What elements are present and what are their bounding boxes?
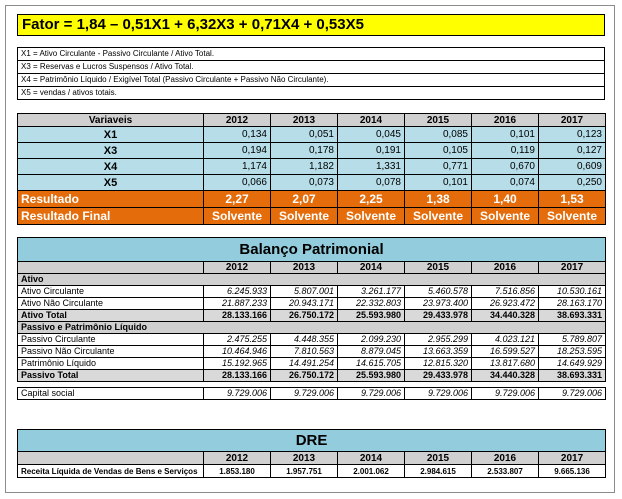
- passivo-total-row: [18, 370, 606, 382]
- row-label: Passivo Não Circulante: [18, 346, 204, 358]
- year-header: 2013: [271, 452, 338, 465]
- year-header: 2013: [271, 114, 338, 127]
- cell: 20.943.171: [271, 298, 338, 310]
- row-label: X1: [18, 127, 204, 143]
- cell: 28.163.170: [539, 298, 606, 310]
- year-header: 2012: [204, 452, 271, 465]
- ativo-section-header: Ativo: [18, 274, 606, 286]
- cell: 10.464.946: [204, 346, 271, 358]
- cell: 10.530.161: [539, 286, 606, 298]
- year-header: 2014: [338, 262, 405, 274]
- cell: 13.817.680: [472, 358, 539, 370]
- cell: 2.984.615: [405, 465, 472, 478]
- year-header: 2016: [472, 452, 539, 465]
- passivo-section-header: Passivo e Patrimônio Líquido: [18, 322, 606, 334]
- final-result-cell: Solvente: [204, 208, 271, 225]
- row-label: Ativo Total: [18, 310, 204, 322]
- cell: 29.433.978: [405, 310, 472, 322]
- table-row: [18, 298, 606, 310]
- cell: 0,101: [472, 127, 539, 143]
- balance-sheet-table: [17, 237, 606, 400]
- definition-x1: X1 = Ativo Circulante - Passivo Circulante / Ativo Total.: [18, 48, 605, 61]
- variables-header: Variaveis: [18, 114, 204, 127]
- year-header: 2016: [472, 262, 539, 274]
- cell: 1,182: [271, 159, 338, 175]
- cell: 38.693.331: [539, 310, 606, 322]
- cell: 26.750.172: [271, 370, 338, 382]
- cell: 0,119: [472, 143, 539, 159]
- cell: 5.807.001: [271, 286, 338, 298]
- cell: 14.649.929: [539, 358, 606, 370]
- table-row: [18, 159, 606, 175]
- cell: 0,127: [539, 143, 606, 159]
- formula-banner: Fator = 1,84 – 0,51X1 + 6,32X3 + 0,71X4 + 0,53X5: [17, 14, 605, 36]
- balance-title: Balanço Patrimonial: [18, 238, 606, 262]
- cell: 13.663.359: [405, 346, 472, 358]
- year-header: 2016: [472, 114, 539, 127]
- ativo-total-row: [18, 310, 606, 322]
- table-row: [18, 143, 606, 159]
- cell: 34.440.328: [472, 310, 539, 322]
- cell: 38.693.331: [539, 370, 606, 382]
- definition-x3: X3 = Reservas e Lucros Suspensos / Ativo Total.: [18, 61, 605, 74]
- table-row: [18, 334, 606, 346]
- cell: 0,105: [405, 143, 472, 159]
- cell: 5.789.807: [539, 334, 606, 346]
- cell: 0,178: [271, 143, 338, 159]
- dre-title: DRE: [18, 430, 606, 452]
- table-row: [18, 175, 606, 191]
- cell: 22.332.803: [338, 298, 405, 310]
- cell: 25.593.980: [338, 370, 405, 382]
- cell: 2.955.299: [405, 334, 472, 346]
- row-label: Patrimônio Líquido: [18, 358, 204, 370]
- cell: 8.879.045: [338, 346, 405, 358]
- cell: 12.815.320: [405, 358, 472, 370]
- cell: 7.516.856: [472, 286, 539, 298]
- cell: 0,250: [539, 175, 606, 191]
- empty-header: [18, 262, 204, 274]
- cell: 28.133.166: [204, 370, 271, 382]
- cell: 26.923.472: [472, 298, 539, 310]
- definition-x4: X4 = Patrimônio Líquido / Exigível Total (Passivo Circulante + Passivo Não Circulante).: [18, 74, 605, 87]
- cell: 4.023.121: [472, 334, 539, 346]
- year-header: 2017: [539, 452, 606, 465]
- row-label: Passivo Circulante: [18, 334, 204, 346]
- variables-table: [17, 113, 606, 225]
- cell: 1.853.180: [204, 465, 271, 478]
- cell: 9.729.006: [472, 388, 539, 400]
- cell: 7.810.563: [271, 346, 338, 358]
- cell: 2.001.062: [338, 465, 405, 478]
- result-cell: 2,07: [271, 191, 338, 208]
- cell: 0,045: [338, 127, 405, 143]
- cell: 14.615.705: [338, 358, 405, 370]
- row-label: X4: [18, 159, 204, 175]
- cell: 5.460.578: [405, 286, 472, 298]
- result-row: [18, 191, 606, 208]
- result-cell: 2,27: [204, 191, 271, 208]
- cell: 9.729.006: [271, 388, 338, 400]
- final-result-cell: Solvente: [472, 208, 539, 225]
- dre-table: [17, 429, 606, 478]
- definition-x5: X5 = vendas / ativos totais.: [18, 87, 605, 100]
- result-cell: 1,38: [405, 191, 472, 208]
- row-label: X3: [18, 143, 204, 159]
- table-row: [18, 346, 606, 358]
- year-header: 2013: [271, 262, 338, 274]
- variables-header-row: [18, 114, 606, 127]
- definitions-table: [17, 47, 605, 100]
- year-header: 2014: [338, 452, 405, 465]
- year-header: 2014: [338, 114, 405, 127]
- year-header: 2017: [539, 114, 606, 127]
- revenue-row: [18, 465, 606, 478]
- cell: 18.253.595: [539, 346, 606, 358]
- cell: 28.133.166: [204, 310, 271, 322]
- cell: 3.261.177: [338, 286, 405, 298]
- year-header: 2015: [405, 452, 472, 465]
- cell: 6.245.933: [204, 286, 271, 298]
- cell: 0,670: [472, 159, 539, 175]
- final-result-cell: Solvente: [405, 208, 472, 225]
- result-cell: 1,40: [472, 191, 539, 208]
- cell: 0,134: [204, 127, 271, 143]
- cell: 0,101: [405, 175, 472, 191]
- cell: 2.533.807: [472, 465, 539, 478]
- cell: 16.599.527: [472, 346, 539, 358]
- cell: 14.491.254: [271, 358, 338, 370]
- cell: 0,051: [271, 127, 338, 143]
- cell: 9.729.006: [405, 388, 472, 400]
- cell: 9.729.006: [539, 388, 606, 400]
- cell: 2.099.230: [338, 334, 405, 346]
- result-label: Resultado: [18, 191, 204, 208]
- year-header: 2012: [204, 114, 271, 127]
- cell: 0,085: [405, 127, 472, 143]
- row-label: Receita Líquida de Vendas de Bens e Serviços: [18, 465, 204, 478]
- final-result-cell: Solvente: [271, 208, 338, 225]
- row-label: Ativo Não Circulante: [18, 298, 204, 310]
- year-header: 2015: [405, 262, 472, 274]
- table-row: [18, 286, 606, 298]
- row-label: Capital social: [18, 388, 204, 400]
- cell: 1.957.751: [271, 465, 338, 478]
- final-result-cell: Solvente: [539, 208, 606, 225]
- empty-header: [18, 452, 204, 465]
- year-header: 2012: [204, 262, 271, 274]
- cell: 21.887.233: [204, 298, 271, 310]
- cell: 29.433.978: [405, 370, 472, 382]
- cell: 0,191: [338, 143, 405, 159]
- row-label: Passivo Total: [18, 370, 204, 382]
- year-header: 2017: [539, 262, 606, 274]
- cell: 0,771: [405, 159, 472, 175]
- final-result-row: [18, 208, 606, 225]
- cell: 26.750.172: [271, 310, 338, 322]
- cell: 1,331: [338, 159, 405, 175]
- cell: 15.192.965: [204, 358, 271, 370]
- row-label: X5: [18, 175, 204, 191]
- year-header: 2015: [405, 114, 472, 127]
- cell: 23.973.400: [405, 298, 472, 310]
- cell: 2.475.255: [204, 334, 271, 346]
- cell: 9.729.006: [204, 388, 271, 400]
- cell: 34.440.328: [472, 370, 539, 382]
- cell: 0,123: [539, 127, 606, 143]
- cell: 9.729.006: [338, 388, 405, 400]
- final-result-label: Resultado Final: [18, 208, 204, 225]
- final-result-cell: Solvente: [338, 208, 405, 225]
- cell: 4.448.355: [271, 334, 338, 346]
- table-row: [18, 127, 606, 143]
- cell: 9.665.136: [539, 465, 606, 478]
- cell: 0,078: [338, 175, 405, 191]
- row-label: Ativo Circulante: [18, 286, 204, 298]
- table-row: [18, 358, 606, 370]
- cell: 25.593.980: [338, 310, 405, 322]
- result-cell: 1,53: [539, 191, 606, 208]
- cell: 0,073: [271, 175, 338, 191]
- cell: 0,074: [472, 175, 539, 191]
- capital-row: [18, 388, 606, 400]
- cell: 0,609: [539, 159, 606, 175]
- cell: 0,194: [204, 143, 271, 159]
- cell: 0,066: [204, 175, 271, 191]
- result-cell: 2,25: [338, 191, 405, 208]
- cell: 1,174: [204, 159, 271, 175]
